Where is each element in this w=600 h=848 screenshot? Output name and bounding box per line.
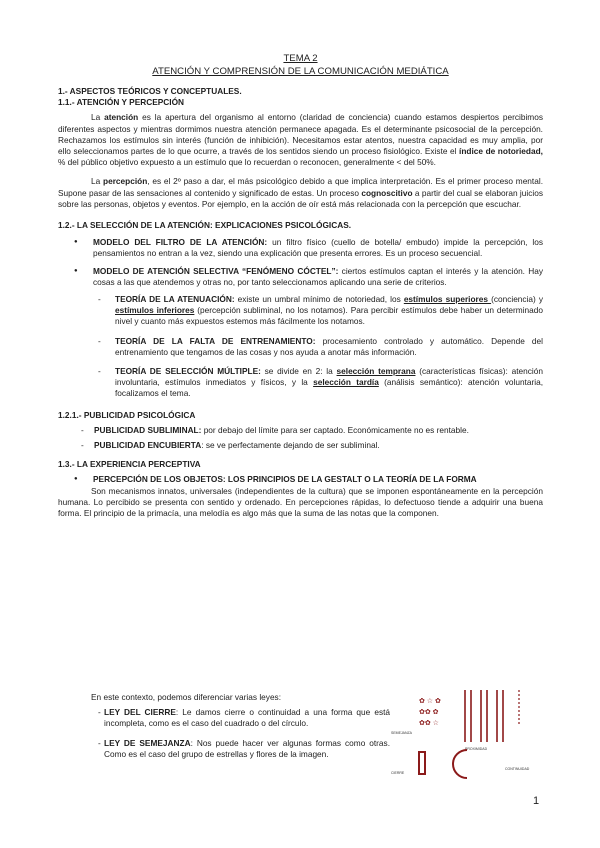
dash-publicidad-subliminal: - PUBLICIDAD SUBLIMINAL: por debajo del límite para ser captado. Económicamente no es rentable. [58,425,543,436]
paragraph-percepcion: La percepción, es el 2º paso a dar, el más psicológico debido a que implica interpretación. Es el primer proceso mental. Supone pasar de las sensaciones al contenido y significado de estas. Un proceso cognoscitivo a partir del cual se elaboran juicios sobre las personas, objetos y eventos. Por ejemplo, en la acción de oír está más relacionada con la percepción que escuchar. [58,176,543,209]
incomplete-square [419,752,425,774]
title-line-1: TEMA 2 [283,53,318,64]
paragraph-leyes-intro: En este contexto, podemos diferenciar varias leyes: [91,692,282,702]
gestalt-figure [389,686,539,790]
flower-icon: ✿✿ ☆ [419,720,439,727]
section-1-2-1-heading: 1.2.1.- PUBLICIDAD PSICOLÓGICA [58,409,196,420]
section-1-heading: 1.- ASPECTOS TEÓRICOS Y CONCEPTUALES. [58,86,242,96]
incomplete-circle [453,750,467,778]
document-page [58,52,543,519]
figure-label-semejanza: SEMEJANZA [391,731,413,735]
dash-ley-semejanza: - LEY DE SEMEJANZA: Nos puede hacer ver algunas formas como otras. Como es el caso del grupo de estrellas y flores de la imagen. [58,738,390,760]
dash-ley-cierre: - LEY DEL CIERRE: Le damos cierre o continuidad a una forma que está incompleta, como es el caso del cuadrado o del círculo. [58,707,390,729]
page-number: 1 [533,795,540,807]
dash-teoria-atenuacion: - TEORÍA DE LA ATENUACIÓN: existe un umbral mínimo de notoriedad, los estímulos superiores (conciencia) y estímulos inferiores (percepción subliminal, no los notamos). Para percibir estímulos debe haber un determinado nivel y cuanto más expuestos estemos más fácilmente los notamos. [58,294,543,328]
figure-label-continuidad: CONTINUIDAD [505,767,530,771]
figure-label-cierre: CIERRE [391,771,405,775]
paragraph-atencion: La atención es la apertura del organismo al entorno (claridad de conciencia) cuando estamos despiertos percibimos diferentes aspectos y mientras dormimos nuestra atención permanece apagada. Es el determinante psicosocial de la percepción. Rechazamos los estímulos sin interés (función de inhibición). Necesitamos estar atentos, nuestra capacidad es muy amplia, por ello seleccionamos partes de lo que ocurre, a través de los sentidos siendo un proceso fisiológico. Existe el índice de notoriedad, % del público objetivo expuesto a un estímulo que lo recuerdan o reconocen, generalmente < del 50%. [58,112,543,168]
flower-icon: ✿✿ ✿ [419,709,439,716]
title-line-2: ATENCIÓN Y COMPRENSIÓN DE LA COMUNICACIÓN MEDIÁTICA [152,66,449,77]
section-1-1-heading: 1.1.- ATENCIÓN Y PERCEPCIÓN [58,97,185,108]
bullet-gestalt: ● PERCEPCIÓN DE LOS OBJETOS: LOS PRINCIPIOS DE LA GESTALT O LA TEORÍA DE LA FORMA [58,474,543,485]
figure-label-proximidad: PROXIMIDAD [465,747,488,751]
proximity-bars [465,690,503,742]
section-1-2-heading: 1.2.- LA SELECCIÓN DE LA ATENCIÓN: EXPLICACIONES PSICOLÓGICAS. [58,220,352,231]
leyes-block [58,692,390,760]
dash-teoria-entrenamiento: - TEORÍA DE LA FALTA DE ENTRENAMIENTO: procesamiento controlado y automático. Depende del entrenamiento que tengamos de las cosas y nos ayuda a anotar más información. [58,336,543,358]
section-1-3-heading: 1.3.- LA EXPERIENCIA PERCEPTIVA [58,459,201,470]
bullet-modelo-filtro: ● MODELO DEL FILTRO DE LA ATENCIÓN: un filtro físico (cuello de botella/ embudo) impide la percepción, los pensamientos no entran a la vez, siendo una explicación que presenta errores. Es un proceso secuencial. [58,237,543,259]
star-icon: ✿ ☆ ✿ [419,698,441,705]
dash-teoria-seleccion-multiple: - TEORÍA DE SELECCIÓN MÚLTIPLE: se divide en 2: la selección temprana (características físicas): atención involuntaria, estímulos inmediatos y físicos, y la selección tardía (análisis semántico): atención voluntaria, focalizamos el tema. [58,366,543,400]
bullet-modelo-coctel: ● MODELO DE ATENCIÓN SELECTIVA “FENÓMENO CÓCTEL”: ciertos estímulos captan el interés y la atención. Hay cosas a las que atendemos y otras no, por tanto seleccionamos aplicando una serie de criterios. [58,266,543,288]
paragraph-gestalt: Son mecanismos innatos, universales (independientes de la cultura) que se imponen espontáneamente en la percepción humana. Lo percibido se presenta con sentido y ordenado. En percepciones rápidas, lo defectuoso tiende a adquirir una buena forma. El principio de la primacía, una melodía es algo más que la suma de las notas que la componen. [58,485,543,519]
gestalt-illustration [389,686,539,790]
dash-publicidad-encubierta: - PUBLICIDAD ENCUBIERTA: se ve perfectamente dejando de ser subliminal. [58,440,543,451]
